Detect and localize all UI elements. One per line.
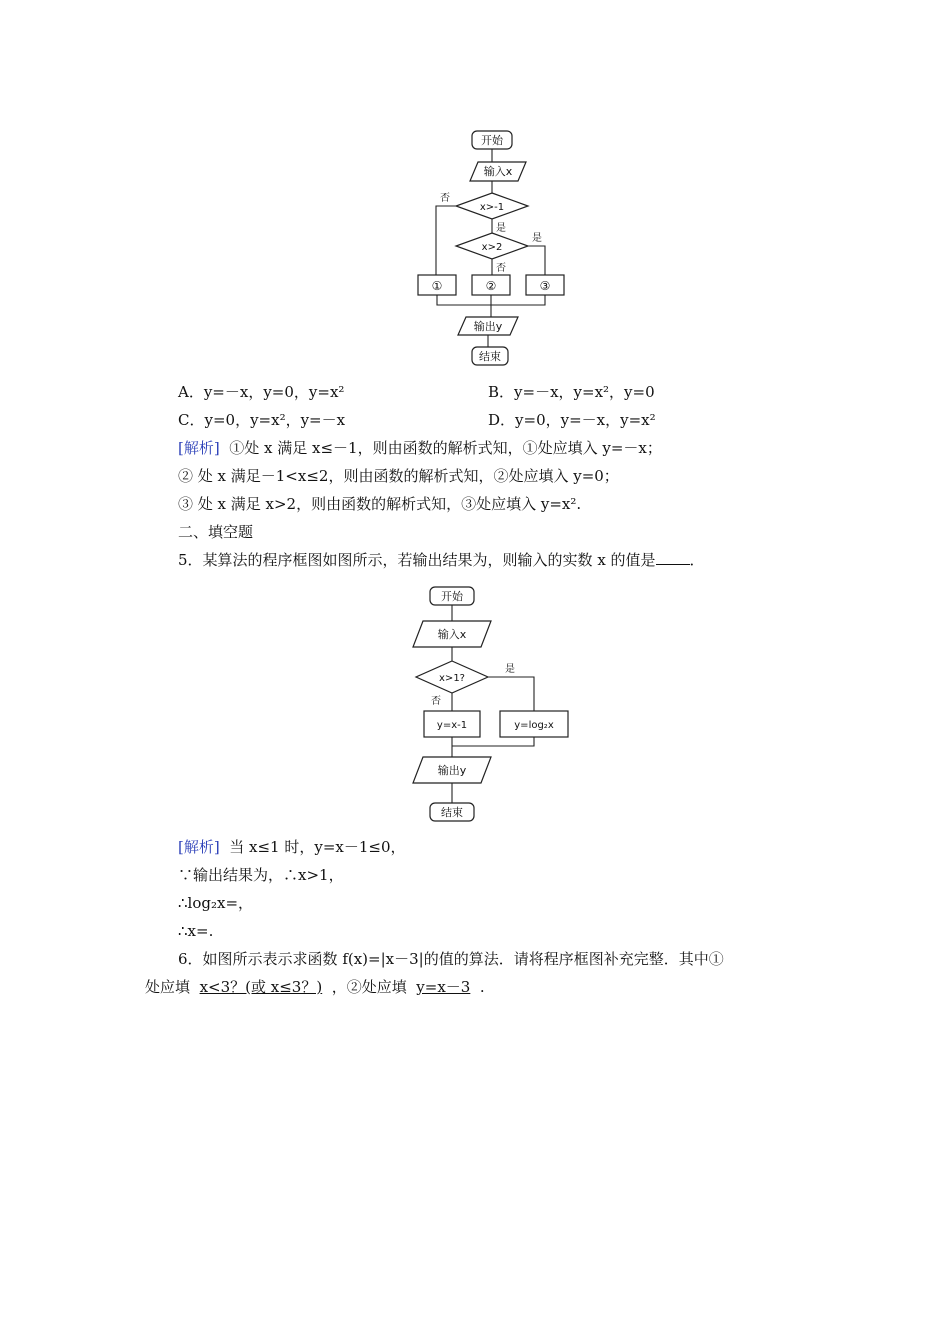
- q6-answer1: x<3？(或 x≤3？): [199, 978, 323, 996]
- fc2-no-label: 否: [431, 696, 441, 707]
- q6-end: .: [479, 978, 485, 996]
- section-heading: 二、填空题: [178, 523, 254, 541]
- fc1-box3-text: ③: [539, 279, 551, 293]
- q4-option-b: B．y=－x，y=x²，y=0: [488, 383, 655, 401]
- flowchart-1: [400, 125, 580, 370]
- fc1-cond1-no-label: 否: [440, 193, 450, 204]
- q6-line1: 6．如图所示表示求函数 f(x)=|x－3|的值的算法．请将程序框图补充完整．其中①: [178, 950, 724, 968]
- flowchart-2: [405, 583, 585, 828]
- q4-option-c: C．y=0，y=x²，y=－x: [178, 411, 346, 429]
- q4-solution-line2: ② 处 x 满足－1<x≤2，则由函数的解析式知，②处应填入 y=0；: [178, 467, 619, 485]
- q6-mid: ，②处应填: [331, 978, 407, 996]
- q5-stem-text: 5．某算法的程序框图如图所示，若输出结果为，则输入的实数 x 的值是: [178, 551, 656, 569]
- q5-solution-line1: [178, 837, 406, 857]
- fc2-box-right-text: y=log₂x: [514, 720, 554, 731]
- q5-stem: [178, 550, 705, 570]
- fc1-box2-text: ②: [485, 279, 497, 293]
- fc2-box-left-text: y=x-1: [436, 720, 468, 731]
- fc2-output-text: 输出y: [437, 764, 467, 777]
- q5-sol1: 当 x≤1 时，y=x－1≤0，: [229, 838, 406, 856]
- q4-solution-line3: ③ 处 x 满足 x>2，则由函数的解析式知，③处应填入 y=x².: [178, 495, 582, 513]
- fc1-end-text: 结束: [479, 350, 501, 363]
- fc2-yes-label: 是: [505, 664, 515, 675]
- fc2-end-text: 结束: [441, 806, 463, 819]
- q6-prefix: 处应填: [145, 978, 191, 996]
- fc1-input-text: 输入x: [483, 165, 513, 178]
- fc1-cond2-no-label: 否: [496, 263, 506, 274]
- q5-jiexi-tag: [解析]: [178, 838, 220, 856]
- fc1-cond2-yes-label: 是: [532, 233, 542, 244]
- q4-sol1: ①处 x 满足 x≤－1，则由函数的解析式知，①处应填入 y=－x；: [229, 439, 662, 457]
- q4-option-a: A．y=－x，y=0，y=x²: [178, 383, 345, 401]
- q5-solution-line2: ∵输出结果为，∴x>1，: [178, 866, 344, 884]
- fc2-input-text: 输入x: [437, 628, 467, 641]
- fc1-output-text: 输出y: [473, 320, 503, 333]
- fc2-cond-text: x>1?: [439, 673, 465, 684]
- q5-stem-end: ．: [689, 551, 705, 569]
- q6-answer2: y=x－3: [416, 978, 471, 996]
- fc1-box1-text: ①: [431, 279, 443, 293]
- q4-option-d: D．y=0，y=－x，y=x²: [488, 411, 656, 429]
- q6-line2: [145, 977, 485, 997]
- q5-solution-line4: ∴x=.: [178, 922, 214, 940]
- fc1-cond1-text: x>-1: [479, 202, 505, 213]
- q4-solution-line1: [178, 438, 662, 458]
- q5-solution-line3: ∴log₂x=，: [178, 894, 254, 912]
- q4-jiexi-tag: [解析]: [178, 439, 220, 457]
- fc1-cond2-text: x>2: [481, 242, 503, 253]
- q5-answer-blank[interactable]: [656, 550, 690, 565]
- fc1-start-text: 开始: [481, 134, 503, 147]
- fc2-start-text: 开始: [441, 590, 463, 603]
- fc1-cond1-yes-label: 是: [496, 223, 506, 234]
